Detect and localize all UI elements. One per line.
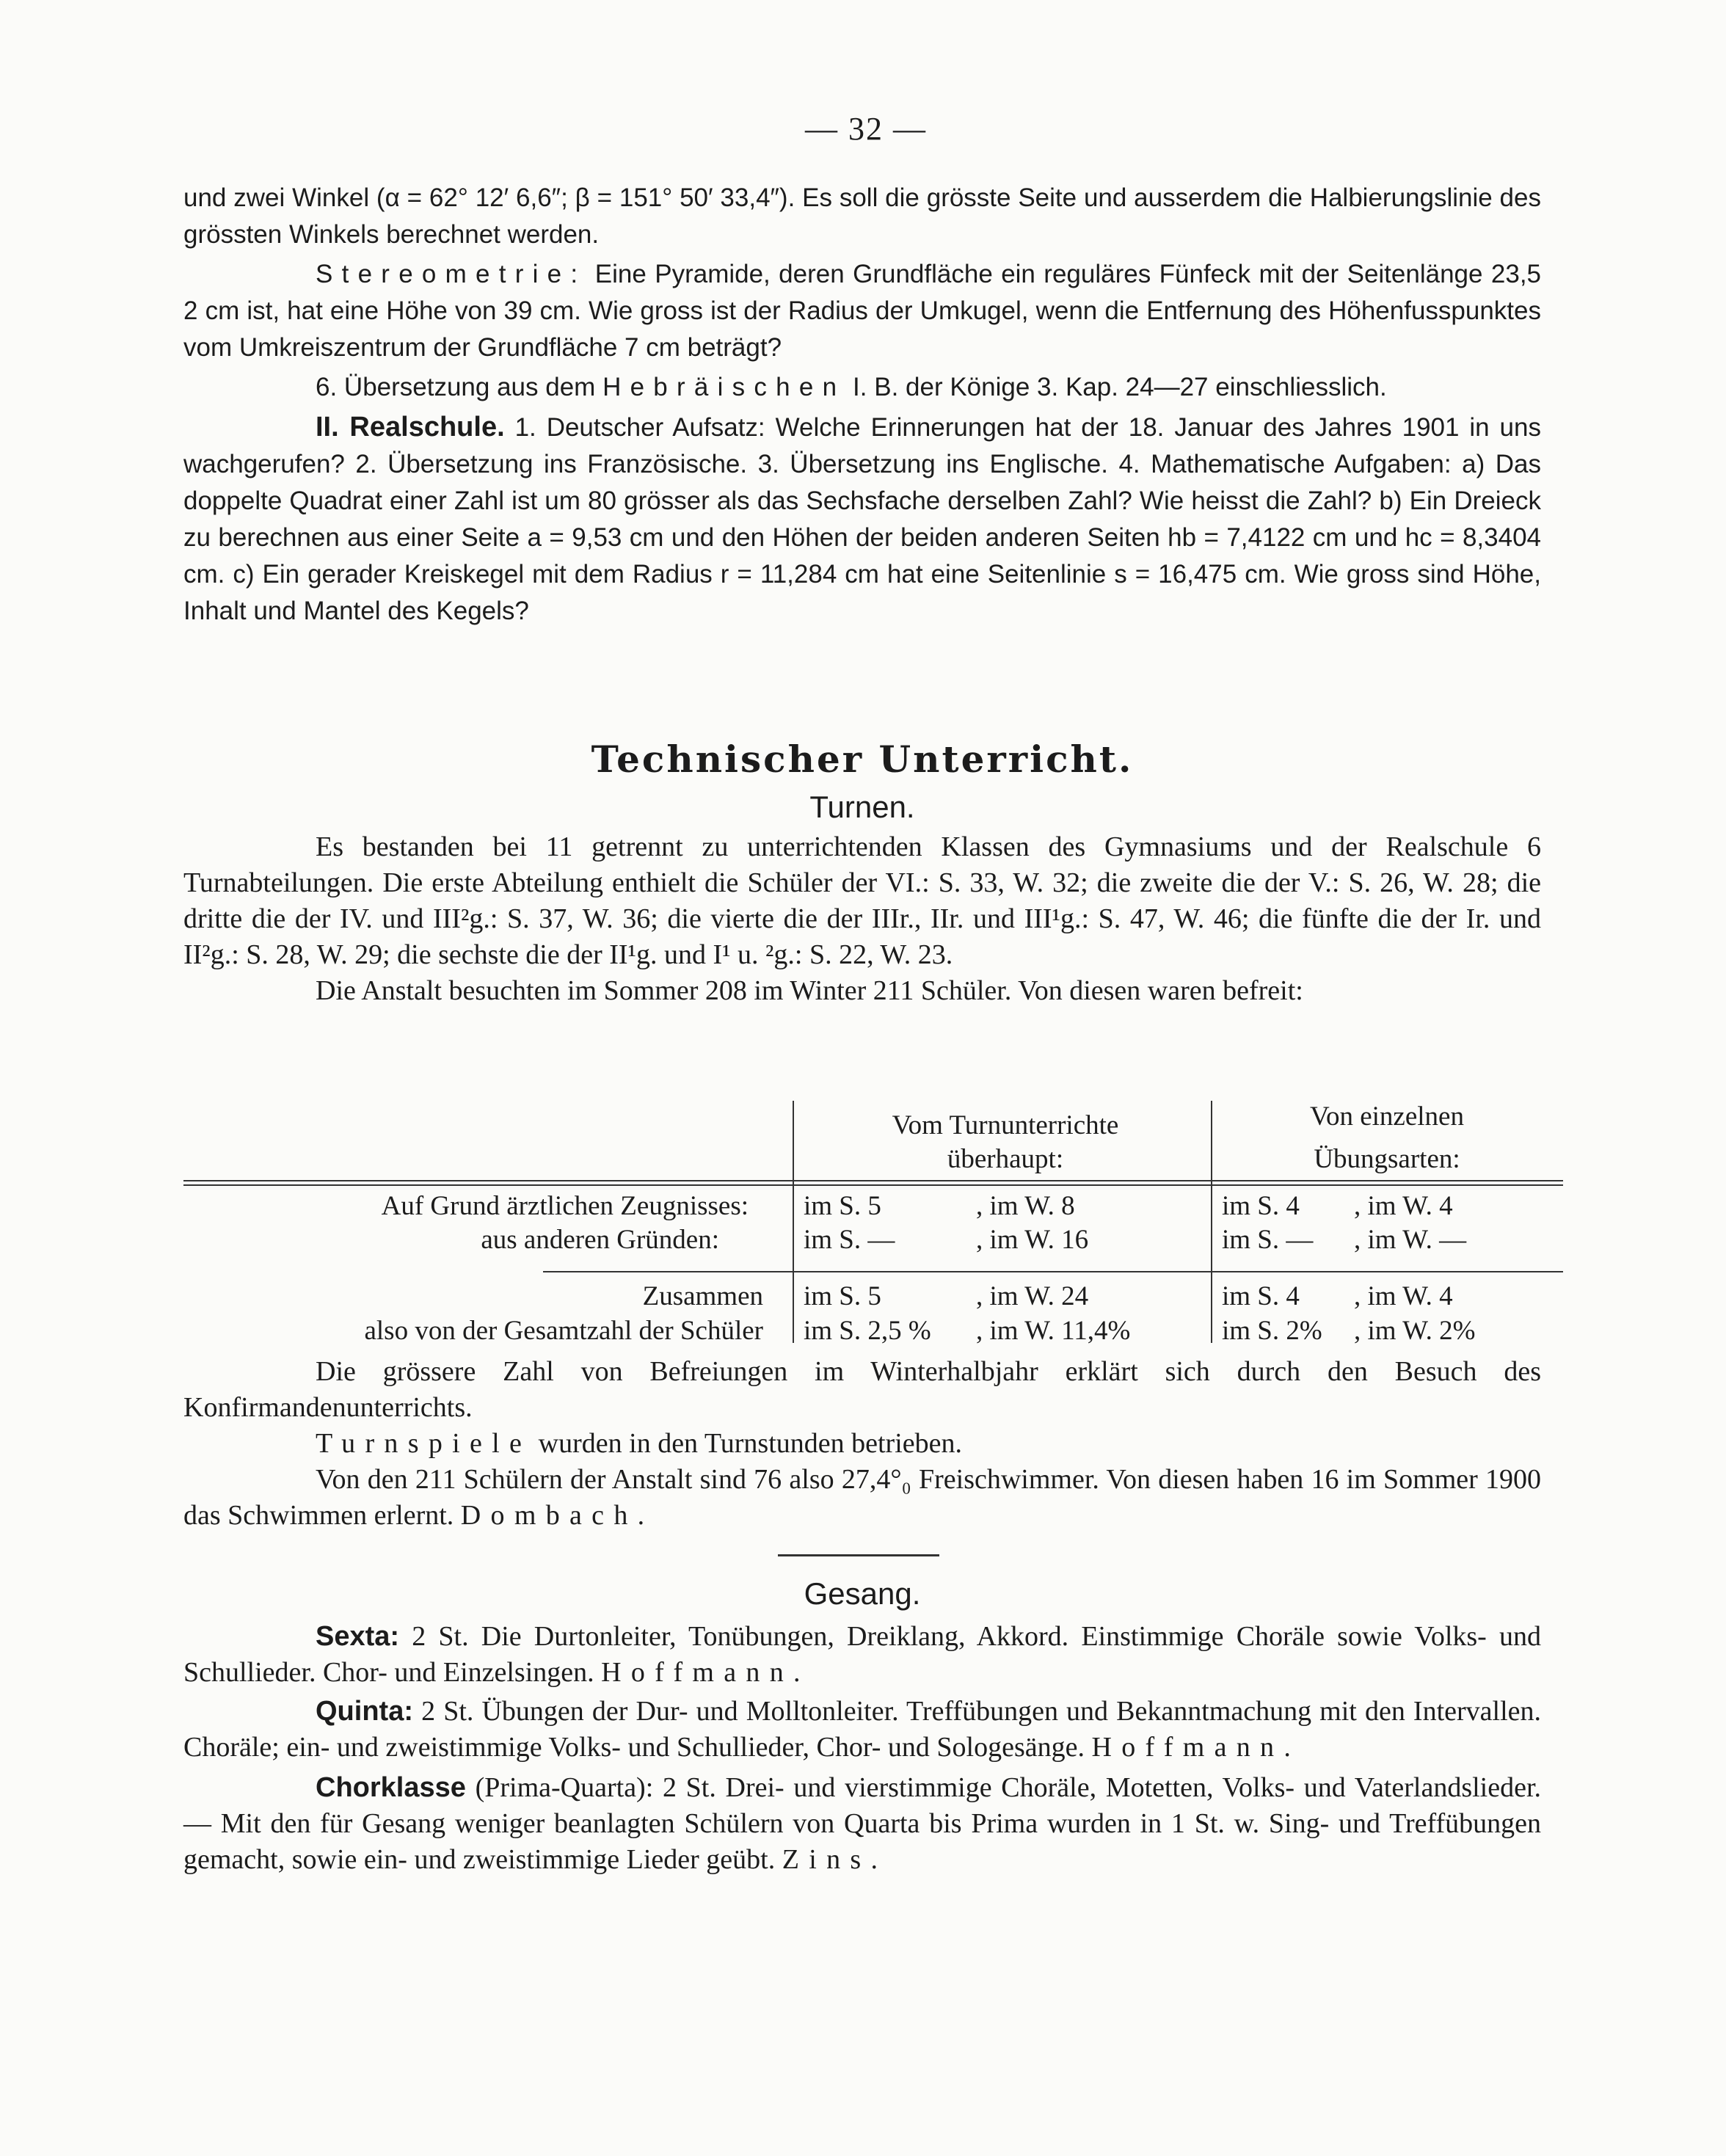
chorklasse-label: Chorklasse bbox=[316, 1772, 466, 1803]
sexta-paragraph bbox=[183, 1619, 1541, 1691]
sexta-text: 2 St. Die Durtonleiter, Tonübungen, Dreiklang, Akkord. Einstimmige Choräle sowie Volks- und Schullieder. Chor- und Einzelsingen. bbox=[183, 1621, 1541, 1688]
col3-header-line1: Von einzelnen bbox=[1310, 1101, 1464, 1132]
stereometry-paragraph bbox=[183, 256, 1541, 366]
table-cell: im S. 4 bbox=[1222, 1281, 1300, 1311]
quinta-paragraph bbox=[183, 1694, 1541, 1766]
table-row-label: aus anderen Gründen: bbox=[481, 1225, 719, 1255]
table-cell: im S. 5 bbox=[804, 1191, 881, 1221]
chorklasse-paragraph bbox=[183, 1770, 1541, 1878]
exemption-table bbox=[183, 1101, 1563, 1350]
turnspiele-text: wurden in den Turnstunden betrieben. bbox=[538, 1428, 962, 1459]
realschule-text: 1. Deutscher Aufsatz: Welche Erinnerungen hat der 18. Januar des Jahres 1901 in uns wachgerufen? 2. Übersetzung ins Französische. 3. Übersetzung ins Englische. 4. Mathematische Aufgaben: a) Das doppelte Quadrat einer Zahl ist um 80 grösser als das Sechsfache derselben Zahl? Wie heisst die Zahl? b) Ein Dreieck zu berechnen aus einer Seite a = 9,53 cm und den Höhen der beiden anderen Seiten hb = 7,4122 cm und hc = 8,3404 cm. c) Ein gerader Kreiskegel mit dem Radius r = 11,284 cm hat eine Seitenlinie s = 16,475 cm. Wie gross sind Höhe, Inhalt und Mantel des Kegels? bbox=[183, 413, 1541, 625]
swimmers-text: Von den 211 Schülern der Anstalt sind 76 also 27,4°₀ Freischwimmer. Von diesen haben 16 im Sommer 1900 das Schwimmen erlernt. bbox=[183, 1464, 1541, 1531]
sum-rule bbox=[543, 1271, 1563, 1272]
table-cell: im S. 4 bbox=[1222, 1191, 1300, 1221]
table-cell: , im W. 16 bbox=[976, 1225, 1089, 1255]
teacher-name: Hoffmann. bbox=[601, 1657, 810, 1688]
turnen-continued bbox=[183, 1354, 1541, 1534]
table-cell: , im W. 24 bbox=[976, 1281, 1089, 1311]
teacher-name: Dombach. bbox=[460, 1500, 655, 1531]
translation-task bbox=[183, 369, 1541, 406]
table-cell: im S. — bbox=[804, 1225, 895, 1255]
translation-task-post: I. B. der Könige 3. Kap. 24—27 einschliesslich. bbox=[853, 373, 1387, 401]
table-cell: , im W. 2% bbox=[1354, 1316, 1476, 1346]
exam-tasks-section bbox=[183, 180, 1541, 630]
table-cell: im S. 5 bbox=[804, 1281, 881, 1311]
table-cell: , im W. 4 bbox=[1354, 1281, 1453, 1311]
turnen-heading: Turnen. bbox=[809, 790, 915, 824]
section-divider bbox=[778, 1554, 939, 1556]
table-divider bbox=[793, 1101, 794, 1343]
turnen-paragraph-2: Die Anstalt besuchten im Sommer 208 im Winter 211 Schüler. Von diesen waren befreit: bbox=[316, 975, 1303, 1006]
stereometry-label: Stereometrie: bbox=[316, 260, 587, 288]
table-cell: , im W. 8 bbox=[976, 1191, 1075, 1221]
table-row-label: Zusammen bbox=[642, 1281, 763, 1311]
quinta-text: 2 St. Übungen der Dur- und Molltonleiter. Treffübungen und Bekanntmachung mit den Intervallen. Choräle; ein- und zweistimmige Volks- und Schullieder, Chor- und Sologesänge. bbox=[183, 1696, 1541, 1763]
technical-section bbox=[183, 738, 1541, 1009]
table-cell: im S. — bbox=[1222, 1225, 1314, 1255]
realschule-label: II. Realschule. bbox=[316, 412, 505, 443]
gesang-heading: Gesang. bbox=[804, 1576, 921, 1611]
table-cell: im S. 2,5 % bbox=[804, 1316, 931, 1346]
header-rule bbox=[183, 1184, 1563, 1186]
table-cell: im S. 2% bbox=[1222, 1316, 1322, 1346]
col2-header-line1: Vom Turnunterrichte bbox=[892, 1110, 1119, 1140]
translation-task-language: Hebräischen bbox=[602, 373, 846, 401]
teacher-name: Hoffmann. bbox=[1091, 1732, 1301, 1763]
table-cell: , im W. 4 bbox=[1354, 1191, 1453, 1221]
realschule-paragraph bbox=[183, 409, 1541, 630]
chorklasse-text: (Prima-Quarta): 2 St. Drei- und vierstimmige Choräle, Motetten, Volks- und Vaterlandslieder. — Mit den für Gesang weniger beanlagten Schülern von Quarta bis Prima wurden in 1 St. w. Sing- und Treffübungen gemacht, sowie ein- und zweistimmige Lieder geübt. bbox=[183, 1772, 1542, 1875]
stereometry-text: Eine Pyramide, deren Grundfläche ein reguläres Fünfeck mit der Seitenlänge 23,5 2 cm ist, hat eine Höhe von 39 cm. Wie gross ist der Radius der Umkugel, wenn die Entfernung des Höhenfusspunktes vom Umkreiszentrum der Grundfläche 7 cm beträgt? bbox=[183, 260, 1542, 362]
table-cell: , im W. 11,4% bbox=[976, 1316, 1131, 1346]
page-number: — 32 — bbox=[805, 111, 927, 147]
header-rule bbox=[183, 1180, 1563, 1181]
table-cell: , im W. — bbox=[1354, 1225, 1467, 1255]
sexta-label: Sexta: bbox=[316, 1621, 400, 1652]
teacher-name: Zins. bbox=[782, 1844, 888, 1875]
translation-task-pre: 6. Übersetzung aus dem bbox=[316, 373, 596, 401]
technical-heading: Technischer Unterricht. bbox=[591, 738, 1134, 781]
turnen-paragraph-5 bbox=[183, 1462, 1541, 1534]
turnen-paragraph-3: Die grössere Zahl von Befreiungen im Winterhalbjahr erklärt sich durch den Besuch des Konfirmandenunterrichts. bbox=[183, 1356, 1541, 1423]
quinta-label: Quinta: bbox=[316, 1696, 413, 1727]
turnen-paragraph-1: Es bestanden bei 11 getrennt zu unterrichtenden Klassen des Gymnasiums und der Realschule 6 Turnabteilungen. Die erste Abteilung enthielt die Schüler der VI.: S. 33, W. 32; die zweite die der V.: S. 26, W. 28; die dritte die der IV. und III²g.: S. 37, W. 36; die vierte die der IIIr., IIr. und III¹g.: S. 47, W. 46; die fünfte die der Ir. und II²g.: S. 28, W. 29; die sechste die der II¹g. und I¹ u. ²g.: S. 22, W. 23. bbox=[183, 831, 1541, 970]
gesang-section bbox=[183, 1576, 1541, 1878]
table-row-label: also von der Gesamtzahl der Schüler bbox=[364, 1316, 763, 1346]
table-divider bbox=[1211, 1101, 1212, 1343]
table-row-label: Auf Grund ärztlichen Zeugnisses: bbox=[381, 1191, 749, 1221]
col3-header-line2: Übungsarten: bbox=[1314, 1144, 1460, 1174]
math-task-paragraph: und zwei Winkel (α = 62° 12′ 6,6″; β = 151° 50′ 33,4″). Es soll die grösste Seite und ausserdem die Halbierungslinie des grössten Winkels berechnet werden. bbox=[183, 183, 1541, 249]
turnspiele-term: Turnspiele bbox=[316, 1428, 532, 1459]
turnen-paragraph-4 bbox=[183, 1426, 1541, 1462]
col2-header-line2: überhaupt: bbox=[947, 1144, 1064, 1174]
